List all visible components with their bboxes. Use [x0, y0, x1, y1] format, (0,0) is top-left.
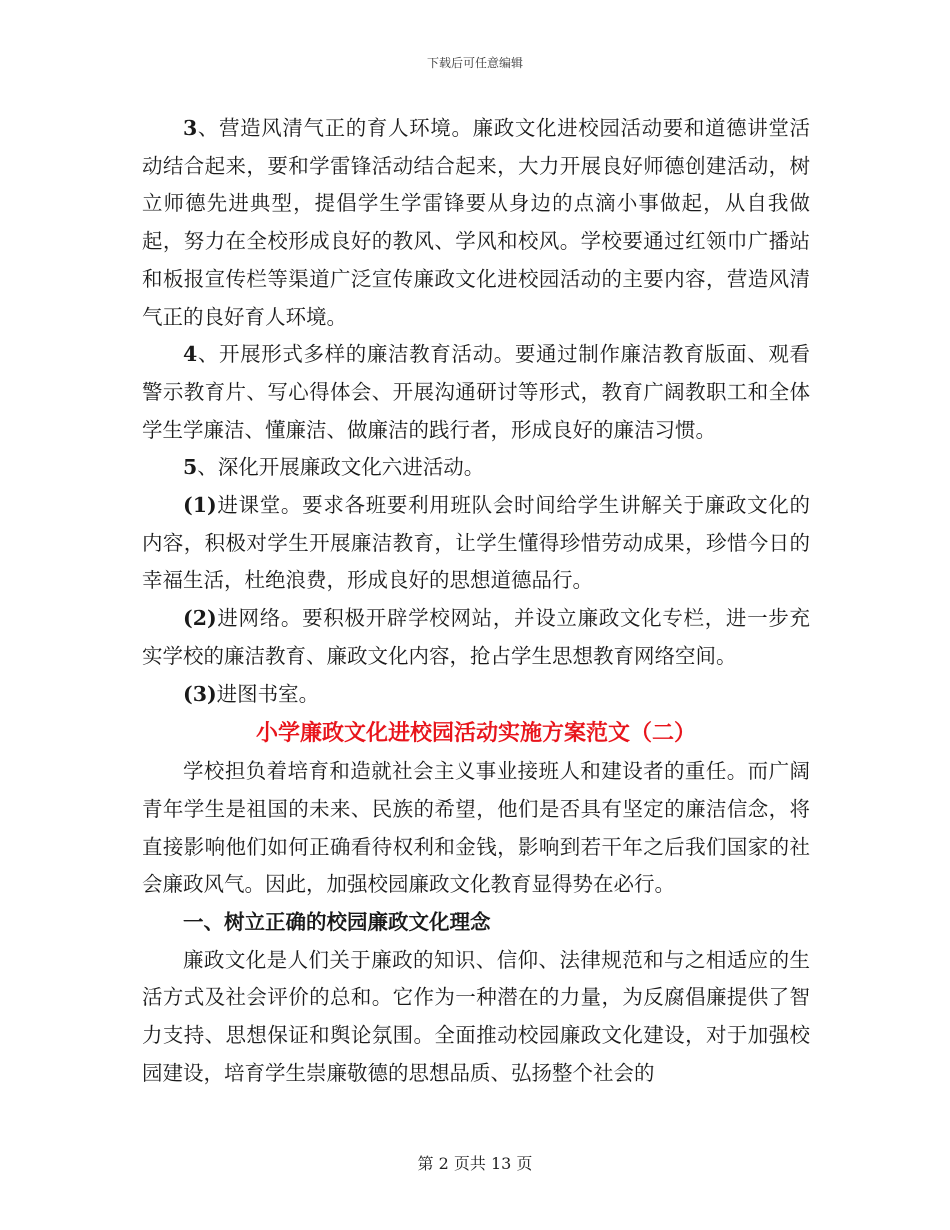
paragraph-sub-1 — [142, 487, 810, 600]
section-title: 小学廉政文化进校园活动实施方案范文（二） — [255, 720, 696, 747]
paragraph-number: (1) — [183, 493, 217, 518]
paragraph-number: 4 — [183, 342, 198, 367]
paragraph-3 — [142, 110, 810, 336]
paragraph-number: (2) — [183, 606, 217, 631]
paragraph-number: 3 — [183, 116, 198, 140]
paragraph-text: 、深化开展廉政文化六进活动。 — [197, 455, 485, 480]
body-paragraph: 廉政文化是人们关于廉政的知识、信仰、法律规范和与之相适应的生活方式及社会评价的总和。它作为一种潜在的力量，为反腐倡廉提供了智力支持、思想保证和舆论氛围。全面推动校园廉政文化建设，对于加强校园建设，培育学生崇廉敬德的思想品质、弘扬整个社会的 — [142, 947, 810, 1085]
paragraph-4 — [142, 336, 810, 449]
paragraph-text: 进课堂。要求各班要利用班队会时间给学生讲解关于廉政文化的内容，积极对学生开展廉洁教育，让学生懂得珍惜劳动成果，珍惜今日的幸福生活，杜绝浪费，形成良好的思想道德品行。 — [142, 493, 810, 593]
paragraph-text: 进图书室。 — [216, 681, 320, 706]
page-footer: 第 2 页共 13 页 — [417, 1154, 533, 1173]
paragraph-text: 、营造风清气正的育人环境。廉政文化进校园活动要和道德讲堂活动结合起来，要和学雷锋活动结合起来，大力开展良好师德创建活动，树立师德先进典型，提倡学生学雷锋要从身边的点滴小事做起，从自我做起，努力在全校形成良好的教风、学风和校风。学校要通过红领巾广播站和板报宣传栏等渠道广泛宣传廉政文化进校园活动的主要内容，营造风清气正的良好育人环境。 — [142, 116, 810, 329]
paragraph-5 — [142, 449, 810, 487]
paragraph-text: 、开展形式多样的廉洁教育活动。要通过制作廉洁教育版面、观看警示教育片、写心得体会、开展沟通研讨等形式，教育广阔教职工和全体学生学廉洁、懂廉洁、做廉洁的践行者，形成良好的廉洁习惯。 — [142, 342, 810, 442]
page-header: 下载后可任意编辑 — [426, 56, 523, 70]
paragraph-sub-3 — [142, 676, 810, 714]
paragraph-number: 5 — [183, 455, 198, 480]
paragraph-sub-2 — [142, 600, 810, 675]
paragraph-number: (3) — [183, 681, 217, 706]
heading-1: 一、树立正确的校园廉政文化理念 — [183, 910, 491, 935]
document-body — [142, 110, 810, 1093]
intro-paragraph: 学校担负着培育和造就社会主义事业接班人和建设者的重任。而广阔青年学生是祖国的未来、民族的希望，他们是否具有坚定的廉洁信念，将直接影响他们如何正确看待权利和金钱，影响到若干年之后我们国家的社会廉政风气。因此，加强校园廉政文化教育显得势在必行。 — [142, 759, 810, 897]
paragraph-text: 进网络。要积极开辟学校网站，并设立廉政文化专栏，进一步充实学校的廉洁教育、廉政文化内容，抢占学生思想教育网络空间。 — [142, 606, 810, 668]
